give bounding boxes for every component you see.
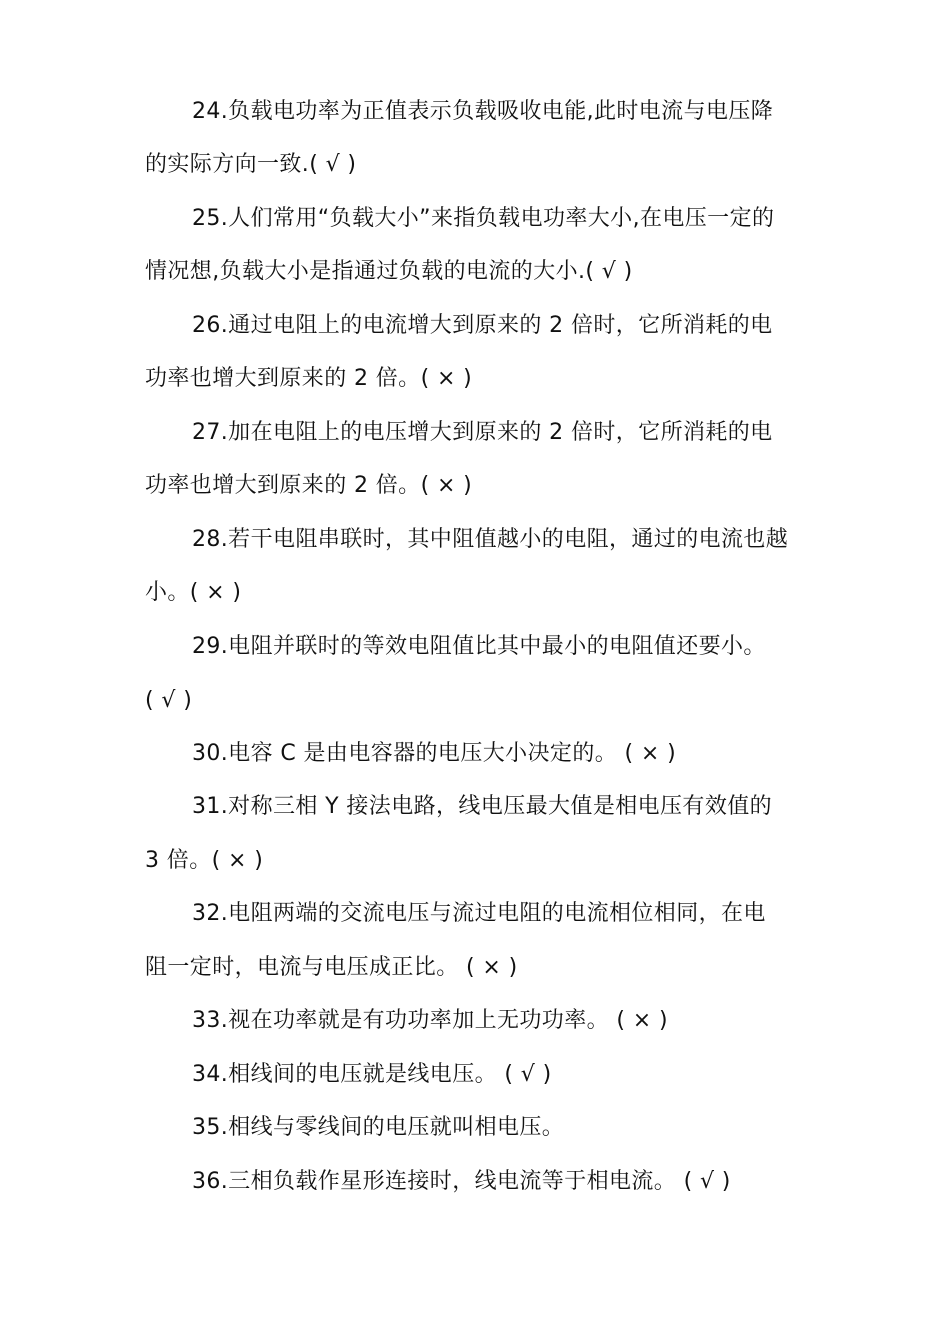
question-35-line-1: 35.相线与零线间的电压就叫相电压。 bbox=[192, 1115, 565, 1140]
question-31-line-2: 3 倍。( × ) bbox=[145, 848, 264, 873]
question-25-line-2: 情况想,负载大小是指通过负载的电流的大小.( √ ) bbox=[145, 259, 633, 284]
question-34-line-1: 34.相线间的电压就是线电压。 ( √ ) bbox=[192, 1062, 552, 1087]
question-28-line-2: 小。( × ) bbox=[145, 580, 242, 605]
question-26-line-2: 功率也增大到原来的 2 倍。( × ) bbox=[145, 366, 473, 391]
question-32-line-1: 32.电阻两端的交流电压与流过电阻的电流相位相同，在电 bbox=[192, 901, 766, 926]
question-25-line-1: 25.人们常用“负载大小”来指负载电功率大小,在电压一定的 bbox=[192, 206, 775, 231]
question-29-line-2: ( √ ) bbox=[145, 688, 193, 713]
question-27-line-2: 功率也增大到原来的 2 倍。( × ) bbox=[145, 473, 473, 498]
question-33-line-1: 33.视在功率就是有功功率加上无功功率。 ( × ) bbox=[192, 1008, 668, 1033]
question-27-line-1: 27.加在电阻上的电压增大到原来的 2 倍时，它所消耗的电 bbox=[192, 420, 773, 445]
question-24-line-2: 的实际方向一致.( √ ) bbox=[145, 152, 357, 177]
question-30-line-1: 30.电容 C 是由电容器的电压大小决定的。 ( × ) bbox=[192, 741, 677, 766]
question-24-line-1: 24.负载电功率为正值表示负载吸收电能,此时电流与电压降 bbox=[192, 99, 774, 124]
question-26-line-1: 26.通过电阻上的电流增大到原来的 2 倍时，它所消耗的电 bbox=[192, 313, 773, 338]
question-31-line-1: 31.对称三相 Y 接法电路，线电压最大值是相电压有效值的 bbox=[192, 794, 773, 819]
question-28-line-1: 28.若干电阻串联时，其中阻值越小的电阻，通过的电流也越 bbox=[192, 527, 789, 552]
question-36-line-1: 36.三相负载作星形连接时，线电流等于相电流。 ( √ ) bbox=[192, 1169, 731, 1194]
question-32-line-2: 阻一定时，电流与电压成正比。 ( × ) bbox=[145, 955, 518, 980]
question-29-line-1: 29.电阻并联时的等效电阻值比其中最小的电阻值还要小。 bbox=[192, 634, 766, 659]
